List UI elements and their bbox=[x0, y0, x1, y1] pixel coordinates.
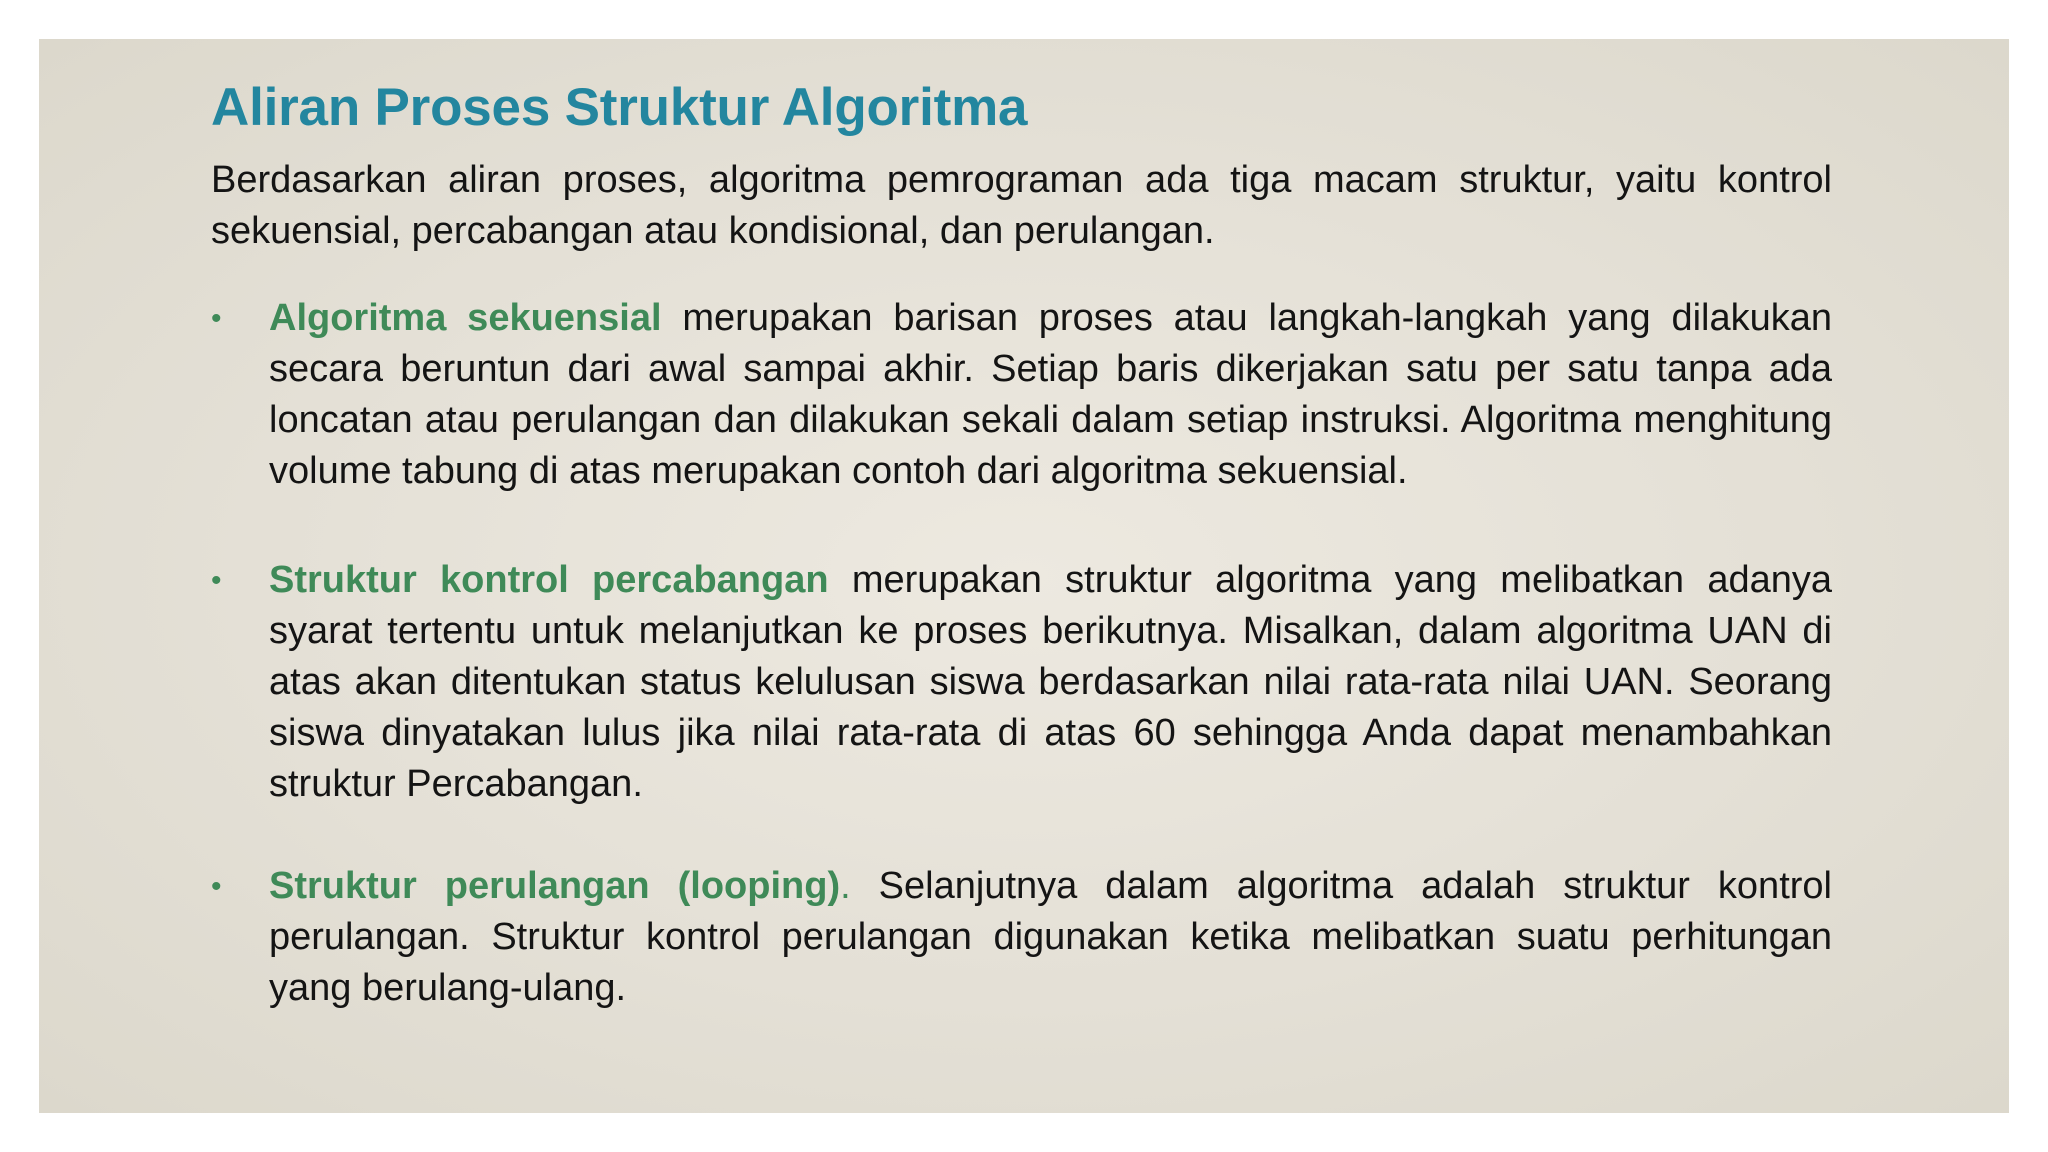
description-percabangan: merupakan struktur algoritma yang melibatkan adanya syarat tertentu untuk melanjutkan ke proses berikutnya. Misalkan, dalam algoritma UAN di atas akan ditentukan status kelulusan siswa berdasarkan nilai rata-rata nilai UAN. Seorang siswa dinyatakan lulus jika nilai rata-rata di atas 60 sehingga Anda dapat menambahkan struktur Percabangan. bbox=[269, 559, 1832, 806]
bullet-list bbox=[211, 293, 1832, 1014]
intro-paragraph: Berdasarkan aliran proses, algoritma pemrograman ada tiga macam struktur, yaitu kontrol sekuensial, percabangan atau kondisional, dan perulangan. bbox=[211, 159, 1832, 253]
bullet-icon: • bbox=[211, 870, 222, 904]
bullet-icon: • bbox=[211, 302, 222, 336]
slide-title: Aliran Proses Struktur Algoritma bbox=[211, 78, 1028, 137]
list-item-percabangan bbox=[211, 555, 1832, 810]
term-sekuensial: Algoritma sekuensial bbox=[269, 297, 662, 340]
term-percabangan: Struktur kontrol percabangan bbox=[269, 559, 829, 602]
term-separator: . bbox=[840, 865, 851, 908]
slide-content bbox=[211, 75, 1832, 1014]
bullet-icon: • bbox=[211, 564, 222, 598]
list-item-perulangan bbox=[211, 861, 1832, 1014]
list-item-sekuensial bbox=[211, 293, 1832, 497]
slide bbox=[39, 39, 2009, 1113]
term-perulangan: Struktur perulangan (looping) bbox=[269, 865, 841, 908]
description-perulangan: Selanjutnya dalam algoritma adalah struktur kontrol perulangan. Struktur kontrol perulangan digunakan ketika melibatkan suatu perhitungan yang berulang-ulang. bbox=[269, 865, 1832, 1010]
description-sekuensial: merupakan barisan proses atau langkah-langkah yang dilakukan secara beruntun dari awal sampai akhir. Setiap baris dikerjakan satu per satu tanpa ada loncatan atau perulangan dan dilakukan sekali dalam setiap instruksi. Algoritma menghitung volume tabung di atas merupakan contoh dari algoritma sekuensial. bbox=[269, 297, 1832, 493]
